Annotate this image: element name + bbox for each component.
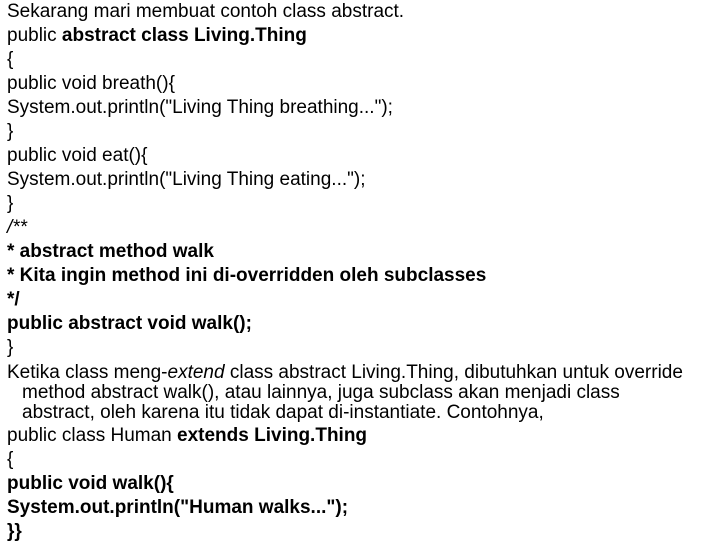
human-print-line: System.out.println("Human walks...");: [7, 497, 349, 518]
intro-line: Sekarang mari membuat contoh class abstract.: [7, 1, 405, 22]
paragraph-extend-word: extend: [167, 362, 225, 383]
paragraph-text: Ketika class meng-: [7, 362, 168, 383]
comment-close-line: */: [7, 289, 20, 310]
paragraph-line: [7, 363, 719, 383]
close-brace-line: }: [7, 121, 14, 142]
comment-open-line: /**: [7, 217, 28, 238]
open-brace-line: {: [7, 49, 14, 70]
slide-content: [7, 0, 719, 544]
breath-method-line: public void breath(){: [7, 73, 175, 94]
human-class-line: [7, 424, 719, 448]
comment-override-line: * Kita ingin method ini di-overridden oleh subclasses: [7, 265, 487, 286]
breath-print-line: System.out.println("Living Thing breathing...");: [7, 97, 393, 118]
paragraph-text: class abstract Living.Thing, dibutuhkan untuk override: [224, 362, 683, 383]
eat-method-line: public void eat(){: [7, 145, 148, 166]
open-brace-line: {: [7, 449, 14, 470]
abstract-walk-line: public abstract void walk();: [7, 313, 252, 334]
class-declaration-keyword: public: [7, 25, 62, 46]
human-walk-method-line: public void walk(){: [7, 473, 174, 494]
comment-walk-line: * abstract method walk: [7, 241, 214, 262]
close-brace-line: }: [7, 337, 14, 358]
human-class-extends: extends Living.Thing: [177, 425, 368, 446]
close-brace-line: }}: [7, 521, 22, 542]
close-brace-line: }: [7, 193, 14, 214]
paragraph-line: abstract, oleh karena itu tidak dapat di-instantiate. Contohnya,: [22, 402, 544, 423]
class-declaration-line: [7, 24, 719, 48]
human-class-keyword: public class Human: [7, 425, 178, 446]
eat-print-line: System.out.println("Living Thing eating...");: [7, 169, 366, 190]
class-declaration-name: abstract class Living.Thing: [61, 25, 307, 46]
paragraph-line: method abstract walk(), atau lainnya, juga subclass akan menjadi class: [22, 382, 620, 403]
explanation-paragraph: [7, 360, 719, 424]
